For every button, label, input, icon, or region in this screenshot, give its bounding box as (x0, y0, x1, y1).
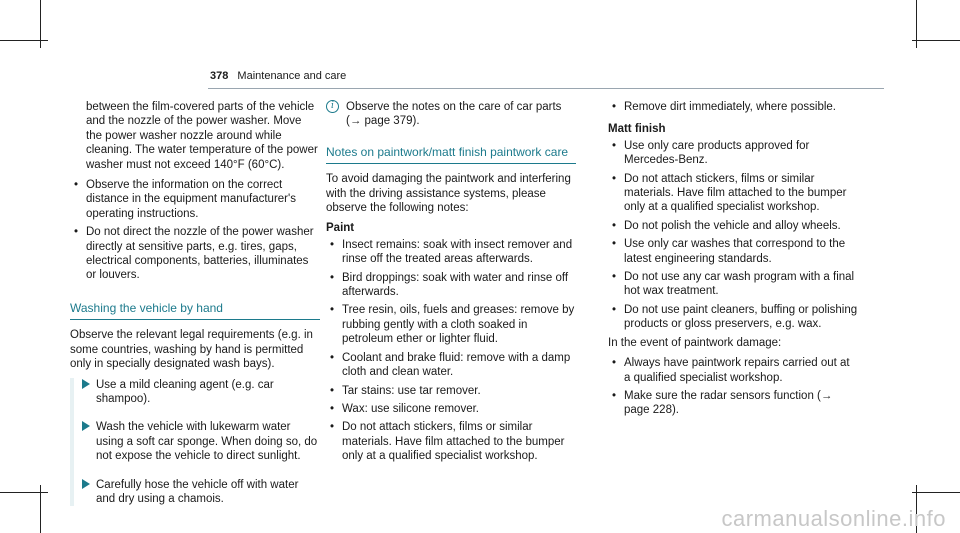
crop-mark (0, 40, 48, 41)
bullet-list (326, 238, 576, 464)
crop-mark (912, 40, 960, 41)
list-item: • Make sure the radar sensors function (→ page 228). (608, 389, 858, 418)
column-1 (70, 100, 320, 520)
subhead-paint: Paint (326, 222, 355, 235)
page-header (210, 70, 346, 82)
bullet-list (608, 139, 858, 332)
list-item: • Observe the information on the correct distance in the equipment manufacturer's operating instructions. (70, 178, 320, 221)
list-item: • Insect remains: soak with insect remover and rinse off the treated areas afterwards. (326, 238, 576, 267)
page-number: 378 (210, 70, 229, 82)
bullet-list (608, 100, 858, 114)
action-step (74, 478, 320, 507)
crop-mark (912, 492, 960, 493)
list-item: • Do not use any car wash program with a final hot wax treatment. (608, 270, 858, 299)
intro-paragraph: Observe the relevant legal requirements (e.g. in some countries, washing by hand is permitted only in specially designated wash bays). (70, 329, 313, 371)
info-note (326, 100, 576, 129)
list-item: • Do not attach stickers, films or similar materials. Have film attached to the bumper only at a qualified specialist workshop. (326, 420, 576, 463)
list-item: • Tar stains: use tar remover. (326, 384, 576, 398)
list-item: • Coolant and brake fluid: remove with a damp cloth and clean water. (326, 351, 576, 380)
list-item: • Tree resin, oils, fuels and greases: remove by rubbing gently with a cloth soaked in petroleum ether or lighter fluid. (326, 303, 576, 346)
action-arrow-icon (82, 421, 90, 431)
continued-paragraph: between the film-covered parts of the vehicle and the nozzle of the power washer. Move the power washer nozzle around while cleaning. The water temperature of the power washer must not exceed 140°F (60°C). (86, 101, 318, 171)
action-arrow-icon (82, 479, 90, 489)
note-text: Observe the notes on the care of car parts (→ page 379). (346, 101, 562, 128)
column-3 (608, 100, 858, 422)
list-item: • Remove dirt immediately, where possible. (608, 100, 858, 114)
watermark: carmanualsonline.info (721, 506, 946, 531)
list-item: • Do not direct the nozzle of the power washer directly at sensitive parts, e.g. tires, gaps, electrical components, batteries, illuminates or louvers. (70, 225, 320, 283)
damage-paragraph: In the event of paintwork damage: (608, 336, 782, 349)
list-item: • Bird droppings: soak with water and rinse off afterwards. (326, 271, 576, 300)
intro-paragraph: To avoid damaging the paintwork and interfering with the driving assistance systems, please observe the following notes: (326, 173, 571, 215)
list-item: • Do not polish the vehicle and alloy wheels. (608, 219, 858, 233)
crop-mark (0, 492, 48, 493)
step-text: Carefully hose the vehicle off with water and dry using a chamois. (96, 478, 299, 505)
bullet-list (70, 178, 320, 283)
list-item: • Use only car washes that correspond to the latest engineering standards. (608, 237, 858, 266)
step-text: Wash the vehicle with lukewarm water using a soft car sponge. When doing so, do not expose the vehicle to direct sunlight. (96, 421, 318, 463)
list-item: • Do not attach stickers, films or similar materials. Have film attached to the bumper only at a qualified specialist workshop. (608, 172, 858, 215)
action-step (74, 420, 320, 463)
section-title-paintwork-care: Notes on paintwork/matt finish paintwork care (326, 145, 576, 164)
section-title-washing-by-hand: Washing the vehicle by hand (70, 301, 320, 320)
action-steps (70, 378, 320, 507)
bullet-list (608, 356, 858, 418)
list-item: • Wax: use silicone remover. (326, 402, 576, 416)
action-arrow-icon (82, 379, 90, 389)
step-text: Use a mild cleaning agent (e.g. car shampoo). (96, 378, 274, 405)
info-icon: i (326, 100, 339, 113)
subhead-matt-finish: Matt finish (608, 123, 666, 136)
column-2 (326, 100, 576, 468)
list-item: • Always have paintwork repairs carried out at a qualified specialist workshop. (608, 356, 858, 385)
header-section-title: Maintenance and care (237, 70, 347, 82)
list-item: • Use only care products approved for Mercedes-Benz. (608, 139, 858, 168)
header-divider (208, 88, 884, 89)
action-step (74, 378, 320, 407)
list-item: • Do not use paint cleaners, buffing or polishing products or gloss preservers, e.g. wax. (608, 303, 858, 332)
